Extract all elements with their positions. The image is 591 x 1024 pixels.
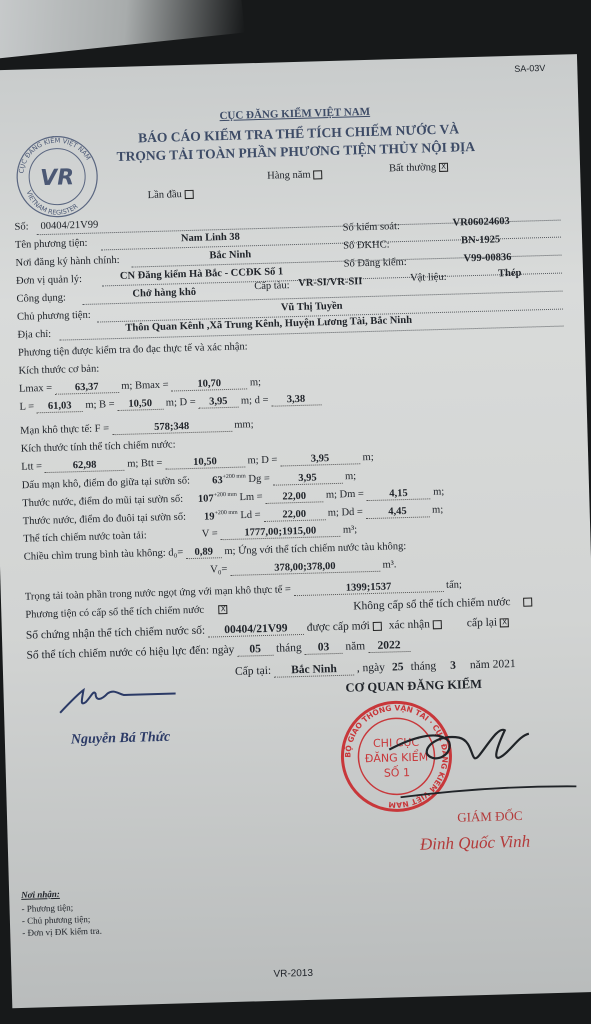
chu-value: Vũ Thị Tuyền (280, 300, 343, 314)
duoc-cap-moi-label: được cấp mới (306, 620, 371, 634)
thang-label: tháng (275, 641, 302, 655)
report-title-line2: TRỌNG TẢI TOÀN PHẦN PHƯƠNG TIỆN THỦY NỘI ĐỊA (116, 138, 476, 164)
recipient-3: - Đơn vị ĐK kiểm tra. (22, 925, 103, 938)
cap-tau-value: VR-SI/VR-SII (298, 276, 363, 289)
ltt-value: 62,98 (45, 459, 125, 473)
btt-value: 10,50 (165, 456, 245, 470)
noi-nhan-label: Nơi nhận: (21, 888, 60, 900)
logo-ring-top-text: CỤC ĐĂNG KIỂM VIỆT NAM (17, 136, 93, 174)
lm-value: 22,00 (265, 490, 323, 504)
dd-name: m; Dd = (327, 506, 364, 519)
unit-m3: m³. (382, 559, 397, 571)
xac-nhan-label: xác nhận (388, 618, 431, 632)
row-displacement (23, 524, 357, 545)
vietnam-register-logo (10, 129, 105, 224)
dkhc-value: BN-1925 (460, 234, 501, 247)
inspection-report-document (0, 54, 591, 1008)
f-label: Mạn khô thực tế: F = (20, 423, 110, 437)
unit-tan: tấn; (445, 579, 462, 591)
cap-tai-label: Cấp tại: (234, 664, 272, 678)
ung-voi-label: m; Ứng với thể tích chiếm nước tàu không: (224, 541, 407, 558)
director-signature (378, 704, 581, 810)
row-v0 (210, 559, 397, 576)
nam-label: năm (345, 640, 366, 653)
ltt-label: Ltt = (21, 461, 43, 473)
agency-name: CỤC ĐĂNG KIỂM VIỆT NAM (219, 105, 371, 123)
hl-day: 05 (237, 643, 273, 657)
cong-dung-value: Chở hàng khô (132, 286, 197, 300)
dkhc-label: Số ĐKHC: (343, 239, 390, 252)
ttcn-label: Thể tích chiếm nước toàn tải: (23, 530, 147, 545)
so-label: Số: (14, 221, 29, 233)
xac-nhan-box[interactable] (433, 620, 442, 629)
L-value: 61,03 (37, 400, 83, 413)
ten-value: Nam Linh 38 (180, 231, 240, 245)
lmax-label: Lmax = (18, 382, 53, 395)
v-value: 1777,00;1915,00 (220, 525, 340, 540)
d0-value: 0,89 (186, 546, 222, 559)
don-vi-value: CN Đăng kiểm Hà Bắc - CCĐK Số 1 (119, 266, 284, 282)
dm-value: 4,15 (366, 487, 430, 501)
f-value: 578;348 (112, 420, 232, 435)
ten-label: Tên phương tiện: (14, 237, 88, 251)
logo-letters: VR (39, 165, 75, 192)
plus200-note: +200 mm (214, 509, 238, 517)
row-freeboard (20, 419, 254, 438)
ngay-month: 3 (450, 659, 457, 672)
row-issued (235, 658, 516, 679)
inspector-signature (55, 669, 186, 723)
check-annual (267, 169, 323, 182)
kt-co-ban-label: Kích thước cơ bản: (18, 363, 100, 377)
dia-chi-label: Địa chỉ: (17, 328, 52, 341)
hl-year: 2022 (368, 639, 410, 653)
bmax-label: m; Bmax = (121, 379, 169, 392)
row-lbd (19, 393, 321, 413)
co-cap-so-box[interactable]: X (219, 605, 228, 614)
d2-value: 3,95 (280, 452, 360, 466)
check-irregular (389, 162, 448, 175)
chu-label: Chủ phương tiện: (16, 309, 91, 323)
row-validity (26, 639, 410, 663)
intro-text: Phương tiện được kiểm tra đo đạc thực tế và xác nhận: (17, 341, 248, 359)
unit-m: m; (431, 504, 444, 516)
v-name: V = (201, 528, 218, 540)
check-irregular-box[interactable]: X (439, 163, 448, 172)
dd-value: 4,45 (365, 505, 429, 519)
row-lmax (19, 377, 261, 396)
don-vi-label: Đơn vị quản lý: (15, 273, 83, 287)
so-value: 00404/21V99 (40, 219, 99, 233)
ld-value: 22,00 (263, 508, 325, 522)
footer-code: VR-2013 (273, 967, 314, 980)
so-chung-nhan-label: Số chứng nhận thể tích chiếm nước số: (25, 624, 206, 642)
unit-m3: m³; (342, 524, 358, 536)
form-code: SA-03V (514, 62, 546, 74)
dia-chi-value: Thôn Quan Kênh ,Xã Trung Kênh, Huyện Lương Tài, Bắc Ninh (125, 314, 413, 334)
check-irregular-label: Bất thường (388, 162, 437, 175)
kt-tinh-label: Kích thước tính thể tích chiếm nước: (20, 439, 176, 455)
stamp-line3: SỐ 1 (383, 766, 411, 780)
sdk-label: Số Đăng kiểm: (343, 256, 407, 270)
sks-value: VR06024603 (452, 216, 510, 229)
co-quan-label: CƠ QUAN ĐĂNG KIỂM (345, 676, 483, 695)
sks-label: Số kiểm soát: (342, 221, 400, 234)
check-first (148, 189, 194, 201)
ngay-label: , ngày (356, 661, 386, 675)
khong-cap-so-box[interactable] (523, 597, 532, 606)
plus200-note: +200 mm (222, 473, 246, 481)
inspector-name: Nguyễn Bá Thức (70, 729, 171, 748)
chieu-chim-label: Chiều chìm trung bình tàu không: d₀= (23, 547, 184, 563)
ld-name: Ld = (240, 509, 261, 522)
v0-name: V₀= (210, 564, 228, 576)
dg-label: Dấu mạn khô, điểm đo giữa tại sườn số: (21, 475, 191, 492)
recipient-2: - Chủ phương tiện; (21, 913, 91, 926)
B-label: m; B = (85, 399, 115, 411)
d-value: 3,38 (271, 393, 321, 406)
cap-lai-label: cấp lại (466, 616, 498, 630)
plus200-note: +200 mm (213, 491, 237, 499)
row-certificate (26, 616, 510, 642)
D-value: 3,95 (198, 396, 238, 409)
d2-label: m; D = (247, 454, 278, 467)
check-annual-box[interactable] (314, 170, 323, 179)
ngay-day: 25 (391, 661, 404, 674)
noi-dk-label: Nơi đăng ký hành chính: (15, 254, 120, 269)
lm-name: Lm = (239, 491, 263, 504)
check-annual-label: Hàng năm (267, 169, 311, 182)
td-frame: 19 (203, 510, 215, 523)
cap-tau-label: Cấp tàu: (254, 280, 290, 293)
noi-dk-value: Bắc Ninh (209, 249, 252, 262)
recipient-1: - Phương tiện; (21, 902, 74, 914)
svg-text:VIETNAM REGISTER (25, 188, 80, 218)
logo-ring-bottom-text: VIETNAM REGISTER (24, 189, 80, 217)
tm-frame: 107 (197, 492, 214, 505)
D-label: m; D = (165, 396, 196, 409)
hl-month: 03 (304, 641, 342, 655)
trong-tai-label: Trọng tải toàn phần trong nước ngọt ứng với mạn khô thực tế = (24, 584, 292, 603)
unit-m: m; (432, 486, 445, 498)
cap-tai-value: Bắc Ninh (274, 663, 354, 678)
so-chung-nhan-value: 00404/21V99 (208, 622, 304, 638)
tm-label: Thước nước, điểm đo mũi tại sườn số: (22, 493, 184, 510)
vat-lieu-value: Thép (497, 267, 522, 280)
B-value: 10,50 (117, 398, 163, 411)
cap-moi-box[interactable] (373, 622, 382, 631)
v0-value: 378,00;378,00 (230, 560, 380, 576)
director-name: Đinh Quốc Vinh (419, 831, 531, 854)
check-first-box[interactable] (185, 190, 194, 199)
cap-lai-box[interactable]: X (500, 618, 509, 627)
d-label: m; d = (240, 394, 269, 407)
td-label: Thước nước, điểm đo đuôi tại sườn số: (22, 511, 187, 528)
thang-label: tháng (410, 660, 437, 673)
unit-m: m; (344, 470, 357, 483)
row-co-cap-so (25, 604, 228, 621)
L-label: L = (19, 401, 35, 413)
dm-name: m; Dm = (325, 488, 365, 501)
unit-m: m; (249, 377, 262, 389)
check-first-label: Lần đầu (147, 189, 182, 202)
khong-cap-so-label: Không cấp sổ thể tích chiếm nước (353, 596, 511, 613)
row-khong-cap-so (353, 596, 532, 613)
unit-mm: mm; (234, 419, 254, 431)
hieu-luc-label: Sổ thể tích chiếm nước có hiệu lực đến: ngày (26, 643, 235, 662)
sdk-value: V99-00836 (463, 251, 512, 265)
report-title-line1: BÁO CÁO KIỂM TRA THỂ TÍCH CHIẾM NƯỚC VÀ (137, 121, 460, 146)
director-title: GIÁM ĐỐC (456, 807, 523, 825)
stamp-line1: CHI CỤC (372, 735, 420, 751)
unit-m: m; (362, 451, 374, 464)
dg-value: 3,95 (272, 471, 342, 485)
stamp-ring-text: BỘ GIAO THÔNG VẬN TẢI · CỤC ĐĂNG KIỂM VIỆT NAM (343, 703, 450, 810)
light-glare (0, 0, 245, 60)
dg-frame: 63 (211, 474, 223, 486)
nam-2021: năm 2021 (469, 658, 516, 672)
stamp-line2: ĐĂNG KIỂM (364, 750, 429, 766)
vat-lieu-label: Vật liệu: (409, 271, 447, 284)
trong-tai-value: 1399;1537 (293, 580, 443, 596)
co-cap-so-label: Phương tiện có cấp sổ thể tích chiếm nước (25, 604, 205, 621)
btt-label: m; Btt = (127, 457, 163, 470)
cong-dung-label: Công dụng: (16, 292, 66, 305)
dg-name: Dg = (248, 473, 270, 485)
lmax-value: 63,37 (55, 381, 119, 395)
bmax-value: 10,70 (171, 377, 247, 391)
